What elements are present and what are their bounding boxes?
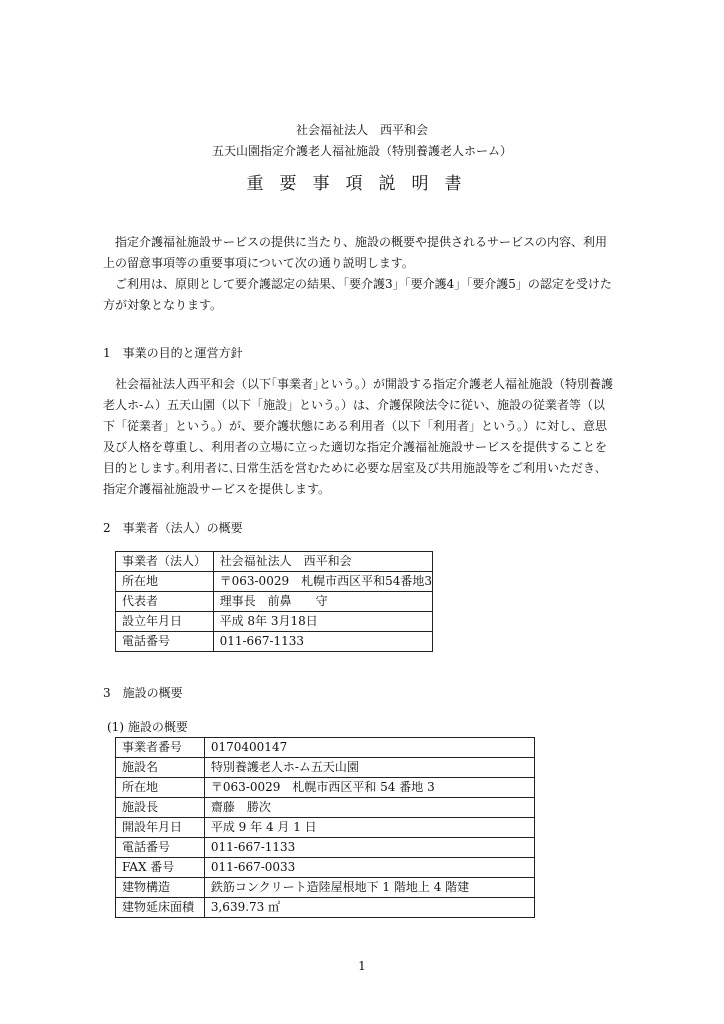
- section1-line: 下「従業者」という。）が、要介護状態にある利用者（以下「利用者」という。）に対し、意思: [103, 419, 608, 433]
- intro-line: 方が対象となります。: [103, 298, 223, 312]
- table-row: [116, 632, 433, 652]
- row-value: 0170400147: [204, 738, 534, 758]
- table-row: [116, 592, 433, 612]
- row-label: 所在地: [116, 572, 214, 592]
- facility-name: 五天山園指定介護老人福祉施設（特別養護老人ホーム）: [211, 144, 512, 158]
- row-label: 事業者番号: [116, 738, 205, 758]
- page-number: 1: [358, 959, 366, 973]
- section1-line: 及び人格を尊重し、利用者の立場に立った適切な指定介護福祉施設サービスを提供することを: [103, 440, 608, 454]
- table-row: [116, 778, 535, 798]
- section1-line: 老人ホ-ム）五天山園（以下「施設」という。）は、介護保険法令に従い、施設の従業者等（以: [103, 398, 606, 412]
- intro-line: 指定介護福祉施設サービスの提供に当たり、施設の概要や提供されるサービスの内容、利用: [103, 235, 608, 249]
- section1-line: 指定介護福祉施設サービスを提供します。: [103, 482, 331, 496]
- table-row: [116, 818, 535, 838]
- row-label: 建物構造: [116, 878, 205, 898]
- row-value: 3,639.73 ㎡: [204, 898, 534, 918]
- section2-heading: 2 事業者（法人）の概要: [103, 521, 243, 535]
- table-row: [116, 612, 433, 632]
- table-row: [116, 878, 535, 898]
- section1-line: 目的とします｡利用者に､日常生活を営むために必要な居室及び共用施設等をご利用いただき､: [103, 461, 602, 475]
- organization-name: 社会福祉法人 西平和会: [295, 123, 428, 137]
- row-label: 電話番号: [116, 838, 205, 858]
- row-label: 施設長: [116, 798, 205, 818]
- section1-heading: 1 事業の目的と運営方針: [103, 346, 243, 360]
- section3-subheading: (1) 施設の概要: [107, 720, 188, 734]
- row-value: 〒063-0029 札幌市西区平和54番地3: [213, 572, 432, 592]
- table-row: [116, 798, 535, 818]
- table-row: [116, 572, 433, 592]
- facility-table: [115, 737, 535, 918]
- row-label: 施設名: [116, 758, 205, 778]
- row-label: 代表者: [116, 592, 214, 612]
- corporation-table: [115, 551, 433, 652]
- row-label: 建物延床面積: [116, 898, 205, 918]
- row-label: 電話番号: [116, 632, 214, 652]
- row-value: 011-667-1133: [204, 838, 534, 858]
- row-label: FAX 番号: [116, 858, 205, 878]
- row-label: 所在地: [116, 778, 205, 798]
- table-row: [116, 738, 535, 758]
- table-row: [116, 858, 535, 878]
- row-label: 開設年月日: [116, 818, 205, 838]
- intro-line: 上の留意事項等の重要事項について次の通り説明します。: [103, 256, 414, 270]
- section1-line: 社会福祉法人西平和会（以下｢事業者｣という。）が開設する指定介護老人福祉施設（特別養護: [103, 377, 614, 391]
- table-row: [116, 898, 535, 918]
- row-value: 理事長 前鼻 守: [213, 592, 432, 612]
- row-value: 鉄筋コンクリート造陸屋根地下 1 階地上 4 階建: [204, 878, 534, 898]
- intro-paragraph: [103, 232, 625, 316]
- section1-paragraph: [103, 374, 625, 500]
- row-label: 事業者（法人）: [116, 552, 214, 572]
- row-value: 平成 9 年 4 月 1 日: [204, 818, 534, 838]
- row-value: 特別養護老人ホ-ム五天山園: [204, 758, 534, 778]
- section3-heading: 3 施設の概要: [103, 686, 183, 700]
- row-label: 設立年月日: [116, 612, 214, 632]
- document-title: 重要事項説明書: [246, 174, 478, 194]
- table-row: [116, 552, 433, 572]
- intro-line: ご利用は、原則として要介護認定の結果、「要介護3」「要介護4」「要介護5」の認定を受けた: [103, 277, 612, 291]
- table-row: [116, 758, 535, 778]
- row-value: 平成 8年 3月18日: [213, 612, 432, 632]
- row-value: 011-667-1133: [213, 632, 432, 652]
- row-value: 011-667-0033: [204, 858, 534, 878]
- row-value: 齋藤 勝次: [204, 798, 534, 818]
- row-value: 〒063-0029 札幌市西区平和 54 番地 3: [204, 778, 534, 798]
- row-value: 社会福祉法人 西平和会: [213, 552, 432, 572]
- table-row: [116, 838, 535, 858]
